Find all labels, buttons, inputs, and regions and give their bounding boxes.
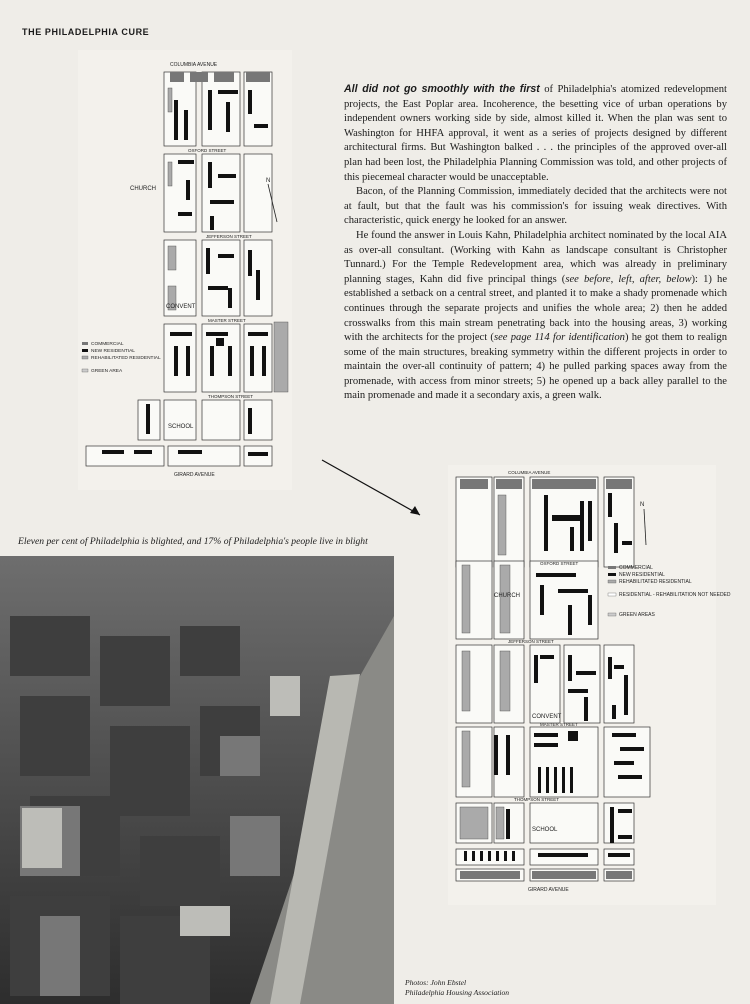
legend-item: RESIDENTIAL - REHABILITATION NOT NEEDED bbox=[619, 592, 731, 598]
label-church: CHURCH bbox=[494, 593, 520, 599]
label-convent: CONVENT bbox=[166, 304, 196, 310]
street-label-bottom: GIRARD AVENUE bbox=[174, 472, 215, 478]
street-label-thompson: THOMPSON STREET bbox=[514, 797, 560, 802]
pointer-arrow bbox=[320, 458, 425, 518]
label-school: SCHOOL bbox=[168, 424, 194, 430]
credit-line-2: Philadelphia Housing Association bbox=[405, 988, 510, 997]
legend-item: GREEN AREAS bbox=[619, 612, 655, 618]
legend-item: REHABILITATED RESIDENTIAL bbox=[619, 579, 692, 585]
article-text bbox=[344, 82, 727, 404]
north-arrow-label: N bbox=[266, 178, 271, 184]
legend-item: NEW RESIDENTIAL bbox=[619, 572, 665, 578]
street-label-oxford: OXFORD STREET bbox=[188, 148, 227, 153]
site-plan-after bbox=[448, 465, 731, 905]
legend-item: NEW RESIDENTIAL bbox=[91, 349, 135, 354]
legend-item: COMMERCIAL bbox=[91, 342, 124, 347]
north-arrow-label: N bbox=[640, 502, 645, 508]
lead-in: All did not go smoothly with the first bbox=[344, 83, 540, 95]
legend-item: REHABILITATED RESIDENTIAL bbox=[91, 356, 161, 361]
paragraph-1 bbox=[344, 82, 727, 185]
paragraph-2: Bacon, of the Planning Commission, immediately decided that the architects were not at fault, but that the fault was his commission's for issuing weak directives. With characteristic, quick energy he looked for an answer. bbox=[344, 186, 727, 227]
street-label-oxford: OXFORD STREET bbox=[540, 561, 579, 566]
legend-item: COMMERCIAL bbox=[619, 565, 653, 571]
credit-line-1: Photos: John Ebstel bbox=[405, 978, 467, 987]
paragraph-3: He found the answer in Louis Kahn, Philadelphia architect nominated by the local AIA as over-all consultant. (Working with Kahn as landscape consultant is Christopher Tunnard.) For the Temple Redevelopment area, which was already in preliminary planning stages, Kahn did five principal things (see before, left, after, below): 1) he established a setback on a central street, and planted it to make a shady promenade which continues through the separate projects and unifies the whole area; 2) then he added crosswalks from this main stream penetrating back into the housing areas, 3) working with the architects for the project (see page 114 for identification) he got them to realign some of the main structures, breaking symmetry within the different projects in order to maintain the over-all continuity of pattern; 4) he pulled parking spaces away from the promenade, with access from minor streets; 5) he opened up a back alley parallel to the main promenade and made it a secondary axis, a green walk. bbox=[344, 229, 728, 402]
street-label-thompson: THOMPSON STREET bbox=[208, 394, 254, 399]
site-plan-before bbox=[78, 50, 292, 490]
label-church: CHURCH bbox=[130, 186, 156, 192]
page-header: THE PHILADELPHIA CURE bbox=[22, 27, 150, 37]
photo-caption: Eleven per cent of Philadelphia is blighted, and 17% of Philadelphia's people live in blight bbox=[18, 536, 368, 547]
aerial-photo bbox=[0, 556, 394, 1004]
street-label-bottom: GIRARD AVENUE bbox=[528, 887, 569, 893]
street-label-jefferson: JEFFERSON STREET bbox=[508, 639, 554, 644]
street-label-top: COLUMBIA AVENUE bbox=[508, 470, 551, 475]
p1-text: of Philadelphia's atomized redevelopment projects, the East Poplar area. Incoherence, the besetting vice of urban operations by independent owners working side by side, almost killed it. When the plan was sent to Washington for HHFA approval, it went as a series of projects designed by different architectural firms. But Washington balked . . . the principles of the approved over-all plan had been lost, the Philadelphia Planning Commission was told, and other projects of this piecemeal character would be unacceptable. bbox=[344, 84, 727, 183]
street-label-top: COLUMBIA AVENUE bbox=[170, 62, 218, 68]
label-convent: CONVENT bbox=[532, 714, 562, 720]
street-label-jefferson: JEFFERSON STREET bbox=[206, 234, 252, 239]
legend-item: GREEN AREA bbox=[91, 369, 123, 374]
street-label-master: MASTER STREET bbox=[208, 318, 246, 323]
label-school: SCHOOL bbox=[532, 827, 558, 833]
street-label-master: MASTER STREET bbox=[540, 722, 578, 727]
photo-credit bbox=[405, 978, 509, 998]
